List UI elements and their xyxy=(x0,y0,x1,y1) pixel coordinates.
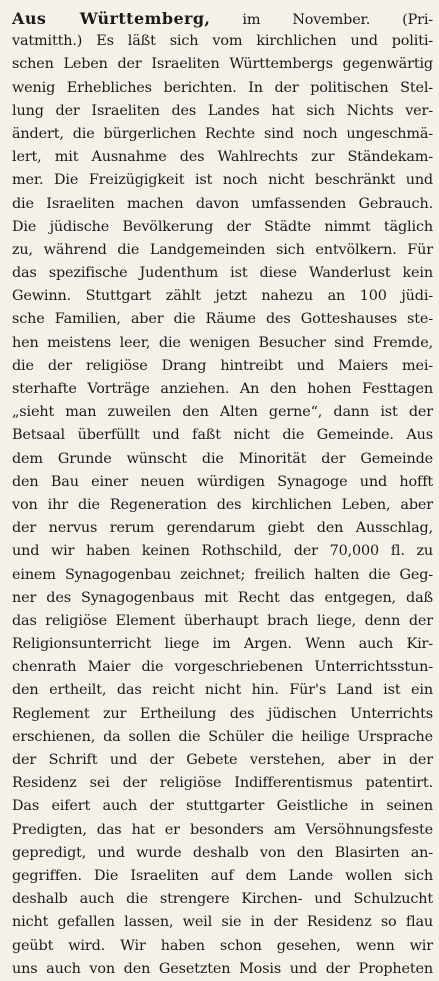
article-line: sterhafte Vorträge anziehen. An den hohen Festtagen xyxy=(12,381,433,397)
article-line: hen meistens leer, die wenigen Besucher sind Fremde, xyxy=(12,334,433,351)
article-column xyxy=(12,7,433,981)
article-line: das religiöse Element überhaupt brach liege, denn der xyxy=(12,612,433,629)
article-line: sche Familien, aber die Räume des Gotteshauses ste- xyxy=(12,311,433,328)
article-line: Predigten, das hat er besonders am Versöhnungsfeste xyxy=(12,821,433,838)
article-line: die der religiöse Drang hintreibt und Maiers mei- xyxy=(12,357,433,374)
article-line: schen Leben der Israeliten Württembergs gegenwärtig xyxy=(12,56,433,73)
article-line-text: im November. (Pri- xyxy=(210,12,433,28)
article-line: mer. Die Freizügigkeit ist noch nicht beschränkt und xyxy=(12,172,433,189)
article-line: lung der Israeliten des Landes hat sich Nichts ver- xyxy=(12,102,433,119)
article-line: zu, während die Landgemeinden sich entvölkern. Für xyxy=(12,241,433,258)
article-line: einem Synagogenbau zeichnet; freilich halten die Geg- xyxy=(12,566,433,583)
article-line: die Israeliten machen davon umfassenden Gebrauch. xyxy=(12,195,433,212)
article-line: geübt wird. Wir haben schon gesehen, wenn wir xyxy=(12,937,433,954)
article-line: ner des Synagogenbaus mit Recht das entgegen, daß xyxy=(12,589,433,606)
article-line: Gewinn. Stuttgart zählt jetzt nahezu an 100 jüdi- xyxy=(12,288,433,305)
article-line: erschienen, da sollen die Schüler die heilige Ursprache xyxy=(12,728,433,745)
article-line: gepredigt, und wurde deshalb von den Blasirten an- xyxy=(12,844,433,861)
article-line: den ertheilt, das reicht nicht hin. Für's Land ist ein xyxy=(12,682,433,699)
article-line: dem Grunde wünscht die Minorität der Gemeinde xyxy=(12,450,433,467)
article-line: das spezifische Judenthum ist diese Wanderlust kein xyxy=(12,265,433,282)
article-line: „sieht man zuweilen den Alten gerne“, dann ist der xyxy=(12,404,433,421)
article-line: und wir haben keinen Rothschild, der 70,000 fl. zu xyxy=(12,543,433,560)
article-line: ändert, die bürgerlichen Rechte sind noch ungeschmä- xyxy=(12,125,433,142)
article-line: Die jüdische Bevölkerung der Städte nimmt täglich xyxy=(12,218,433,235)
article-line: deshalb auch die strengere Kirchen- und Schulzucht xyxy=(12,891,433,908)
article-line: gegriffen. Die Israeliten auf dem Lande wollen sich xyxy=(12,867,433,884)
article-line: den Bau einer neuen würdigen Synagoge und hofft xyxy=(12,473,433,490)
article-line: der nervus rerum gerendarum giebt den Ausschlag, xyxy=(12,520,433,537)
article-line: Residenz sei der religiöse Indifferentismus patentirt. xyxy=(12,775,433,792)
article-line: Religionsunterricht liege im Argen. Wenn auch Kir- xyxy=(12,636,433,653)
article-line: der Schrift und der Gebete verstehen, aber in der xyxy=(12,752,433,768)
article-line: vatmitth.) Es läßt sich vom kirchlichen und politi- xyxy=(12,33,433,50)
article-line: Das eifert auch der stuttgarter Geistliche in seinen xyxy=(12,798,433,815)
article-line: uns auch von den Gesetzten Mosis und der Propheten xyxy=(12,960,433,977)
article-first-line xyxy=(12,7,433,30)
article-line: Reglement zur Ertheilung des jüdischen Unterrichts xyxy=(12,705,433,722)
article-line: wenig Erhebliches berichten. In der politischen Stel- xyxy=(12,79,433,96)
article-line: von ihr die Regeneration des kirchlichen Leben, aber xyxy=(12,496,433,513)
article-line: Betsaal überfüllt und faßt nicht die Gemeinde. Aus xyxy=(12,427,433,444)
article-line: lert, mit Ausnahme des Wahlrechts zur Ständekam- xyxy=(12,149,433,166)
article-headline: Aus Württemberg, xyxy=(12,9,211,28)
article-line: chenrath Maier die vorgeschriebenen Unterrichtsstun- xyxy=(12,659,433,676)
article-line: nicht gefallen lassen, weil sie in der Residenz so flau xyxy=(12,914,433,931)
